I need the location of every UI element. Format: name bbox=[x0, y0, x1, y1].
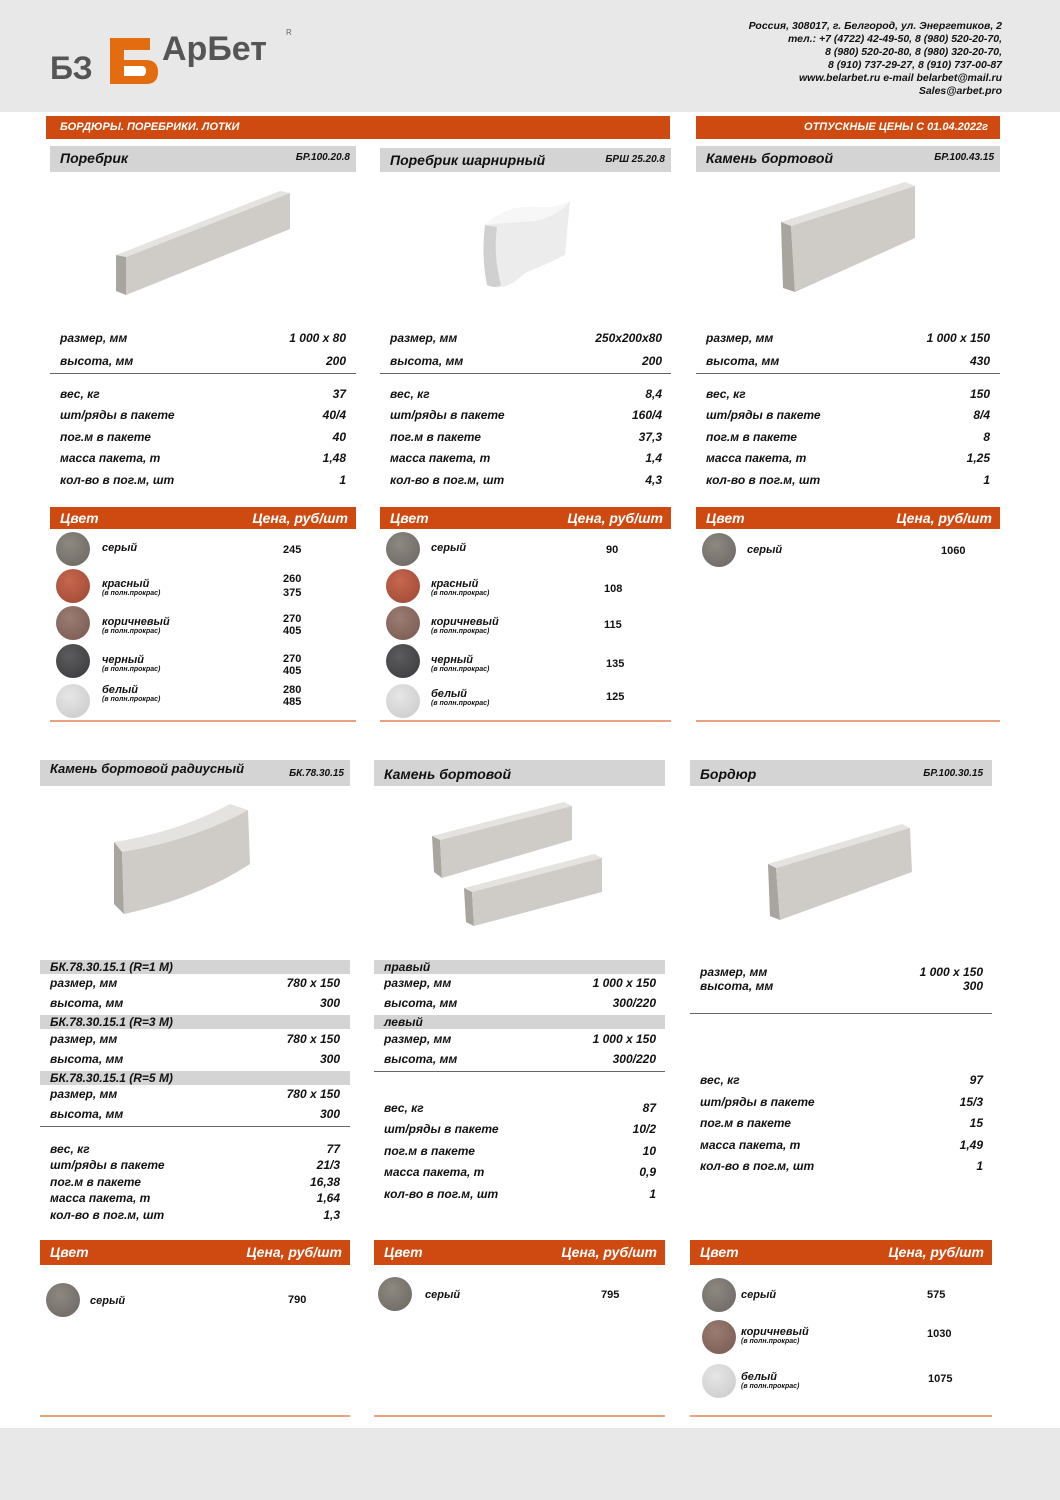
spec-value: 1,25 bbox=[966, 451, 990, 465]
price-header-color: Цвет bbox=[706, 510, 745, 526]
spec-value: 97 bbox=[969, 1073, 983, 1087]
price-value: 1030 bbox=[927, 1328, 952, 1340]
spec-row bbox=[706, 451, 990, 467]
spec-label: масса пакета, т bbox=[60, 451, 161, 465]
spec-label: вес, кг bbox=[700, 1073, 740, 1087]
divider bbox=[50, 373, 356, 374]
spec-value: 200 bbox=[641, 354, 662, 368]
logo-name: АрБет bbox=[162, 30, 267, 68]
color-swatch-white bbox=[702, 1364, 736, 1398]
spec-value: 1 bbox=[983, 473, 990, 487]
color-swatch-brown bbox=[702, 1320, 736, 1354]
spec-label: кол-во в пог.м, шт bbox=[384, 1187, 499, 1201]
prices-date: ОТПУСКНЫЕ ЦЕНЫ С 01.04.2022г bbox=[804, 121, 988, 133]
product-code: БК.78.30.15 bbox=[289, 768, 344, 779]
spec-row bbox=[384, 976, 656, 992]
price-value: 280 bbox=[283, 684, 302, 696]
price-table-header bbox=[374, 1240, 665, 1265]
spec-row bbox=[60, 430, 346, 446]
spec-label: высота, мм bbox=[50, 996, 124, 1010]
price-table-header bbox=[50, 507, 356, 529]
spec-value: 200 bbox=[325, 354, 346, 368]
logo-registered: R bbox=[286, 28, 292, 37]
color-swatch-black bbox=[56, 644, 90, 678]
color-swatch-grey bbox=[46, 1283, 80, 1317]
product-name: Поребрик шарнирный bbox=[390, 152, 546, 168]
product-code: БР.100.30.15 bbox=[923, 768, 983, 779]
color-swatch-black bbox=[386, 644, 420, 678]
color-name: белый (в полн.прокрас) bbox=[102, 684, 161, 703]
price-header-price: Цена, руб/шт bbox=[246, 1244, 342, 1260]
category-title: БОРДЮРЫ. ПОРЕБРИКИ. ЛОТКИ bbox=[60, 121, 240, 133]
spec-row bbox=[706, 408, 990, 424]
spec-label: вес, кг bbox=[706, 387, 746, 401]
spec-label: размер, мм bbox=[390, 331, 458, 345]
spec-label: высота, мм bbox=[50, 1107, 124, 1121]
color-name: черный (в полн.прокрас) bbox=[102, 654, 161, 673]
color-swatch-grey bbox=[702, 533, 736, 567]
section-bottom-line bbox=[380, 720, 671, 722]
product-name: Камень бортовой bbox=[706, 150, 833, 166]
product-image-radius-curb bbox=[108, 800, 258, 920]
price-header-price: Цена, руб/шт bbox=[896, 510, 992, 526]
price-header-price: Цена, руб/шт bbox=[252, 510, 348, 526]
price-value: 270 bbox=[283, 653, 302, 665]
spec-label: пог.м в пакете bbox=[390, 430, 481, 444]
price-header-color: Цвет bbox=[50, 1244, 89, 1260]
contact-address: Россия, 308017, г. Белгород, ул. Энергетиков, 2 bbox=[748, 20, 1002, 32]
spec-value: 780 х 150 bbox=[286, 1087, 340, 1101]
spec-value: 1 bbox=[339, 473, 346, 487]
color-name: серый bbox=[102, 542, 138, 554]
color-swatch-grey bbox=[56, 532, 90, 566]
spec-label: масса пакета, т bbox=[706, 451, 807, 465]
product-title-bar bbox=[380, 148, 671, 172]
price-header-color: Цвет bbox=[700, 1244, 739, 1260]
product-title-bar bbox=[696, 146, 1000, 172]
spec-row bbox=[390, 387, 662, 403]
category-banner bbox=[46, 116, 670, 139]
spec-row bbox=[706, 387, 990, 403]
product-title-bar bbox=[50, 146, 356, 172]
product-image-border bbox=[762, 820, 917, 925]
spec-label: размер, мм bbox=[706, 331, 774, 345]
color-name: белый (в полн.прокрас) bbox=[431, 688, 490, 707]
price-value: 1075 bbox=[928, 1373, 953, 1385]
spec-label: кол-во в пог.м, шт bbox=[60, 473, 175, 487]
spec-label: шт/ряды в пакете bbox=[50, 1158, 165, 1172]
price-header-price: Цена, руб/шт bbox=[561, 1244, 657, 1260]
spec-label: размер, мм bbox=[700, 965, 768, 979]
spec-value: 1 000 х 150 bbox=[919, 965, 983, 979]
product-title-bar bbox=[40, 760, 350, 786]
spec-value: 300 bbox=[319, 1107, 340, 1121]
contact-phone-1: тел.: +7 (4722) 42-49-50, 8 (980) 520-20-70, bbox=[787, 33, 1002, 45]
spec-value: 0,9 bbox=[639, 1165, 656, 1179]
divider bbox=[374, 1071, 665, 1072]
spec-row bbox=[60, 473, 346, 489]
spec-row bbox=[700, 1095, 983, 1111]
color-swatch-red bbox=[56, 569, 90, 603]
spec-row bbox=[384, 1122, 656, 1138]
spec-row bbox=[706, 331, 990, 347]
spec-value: 250х200х80 bbox=[595, 331, 662, 345]
spec-row bbox=[384, 996, 656, 1012]
divider bbox=[40, 1126, 350, 1127]
color-swatch-white bbox=[56, 684, 90, 718]
spec-value: 300 bbox=[319, 1052, 340, 1066]
product-name: Поребрик bbox=[60, 150, 128, 166]
divider bbox=[380, 373, 671, 374]
spec-value: 1,4 bbox=[645, 451, 662, 465]
spec-label: кол-во в пог.м, шт bbox=[50, 1208, 165, 1222]
spec-label: шт/ряды в пакете bbox=[700, 1095, 815, 1109]
spec-value: 77 bbox=[326, 1142, 340, 1156]
spec-row bbox=[50, 1032, 340, 1048]
page-header bbox=[0, 0, 1060, 112]
spec-row bbox=[706, 473, 990, 489]
color-name: коричневый (в полн.прокрас) bbox=[741, 1326, 809, 1345]
price-table-header bbox=[380, 507, 671, 529]
price-value-full-color: 375 bbox=[283, 587, 302, 599]
color-name: серый bbox=[741, 1289, 777, 1301]
spec-label: пог.м в пакете bbox=[60, 430, 151, 444]
spec-row bbox=[700, 1138, 983, 1154]
prices-date-banner bbox=[696, 116, 1000, 139]
spec-value: 10 bbox=[642, 1144, 656, 1158]
price-value: 260 bbox=[283, 573, 302, 585]
spec-row bbox=[50, 1052, 340, 1068]
spec-row bbox=[50, 996, 340, 1012]
spec-value: 160/4 bbox=[631, 408, 662, 422]
spec-label: высота, мм bbox=[50, 1052, 124, 1066]
spec-value: 300 bbox=[962, 979, 983, 993]
price-value: 270 bbox=[283, 613, 302, 625]
company-logo bbox=[50, 26, 290, 88]
contact-web-email: www.belarbet.ru e-mail belarbet@mail.ru bbox=[799, 72, 1002, 84]
divider bbox=[696, 373, 1000, 374]
spec-label: пог.м в пакете bbox=[50, 1175, 141, 1189]
spec-value: 1,48 bbox=[322, 451, 346, 465]
price-value: 115 bbox=[604, 619, 622, 631]
color-swatch-red bbox=[386, 569, 420, 603]
product-image-hinged-curb bbox=[475, 185, 585, 300]
spec-value: 40/4 bbox=[322, 408, 346, 422]
spec-label: вес, кг bbox=[384, 1101, 424, 1115]
color-name: красный (в полн.прокрас) bbox=[431, 578, 490, 597]
spec-label: масса пакета, т bbox=[390, 451, 491, 465]
spec-label: шт/ряды в пакете bbox=[706, 408, 821, 422]
spec-row bbox=[50, 976, 340, 992]
price-header-color: Цвет bbox=[60, 510, 99, 526]
section-bottom-line bbox=[374, 1415, 665, 1417]
spec-row bbox=[390, 331, 662, 347]
spec-row bbox=[50, 1087, 340, 1103]
price-value: 135 bbox=[606, 658, 625, 670]
spec-value: 1 bbox=[976, 1159, 983, 1173]
spec-row bbox=[390, 354, 662, 370]
spec-label: масса пакета, т bbox=[50, 1191, 151, 1205]
price-header-color: Цвет bbox=[390, 510, 429, 526]
product-code: БР.100.43.15 bbox=[934, 152, 994, 163]
spec-row bbox=[50, 1142, 340, 1158]
product-image-porebrik bbox=[110, 185, 300, 300]
spec-label: кол-во в пог.м, шт bbox=[706, 473, 821, 487]
product-code: БР.100.20.8 bbox=[295, 152, 350, 163]
spec-label: высота, мм bbox=[706, 354, 780, 368]
spec-label: размер, мм bbox=[50, 976, 118, 990]
spec-value: 430 bbox=[969, 354, 990, 368]
price-value: 90 bbox=[606, 544, 619, 556]
color-swatch-white bbox=[386, 684, 420, 718]
spec-label: размер, мм bbox=[60, 331, 128, 345]
spec-row bbox=[384, 1144, 656, 1160]
spec-label: высота, мм bbox=[700, 979, 774, 993]
variant-label: правый bbox=[374, 960, 665, 974]
spec-value: 780 х 150 bbox=[286, 1032, 340, 1046]
spec-row bbox=[60, 354, 346, 370]
color-name: белый (в полн.прокрас) bbox=[741, 1371, 800, 1390]
section-bottom-line bbox=[50, 720, 356, 722]
color-name: черный (в полн.прокрас) bbox=[431, 654, 490, 673]
price-value-full-color: 485 bbox=[283, 696, 302, 708]
spec-row bbox=[390, 451, 662, 467]
spec-row bbox=[706, 430, 990, 446]
color-swatch-grey bbox=[378, 1277, 412, 1311]
section-bottom-line bbox=[690, 1415, 992, 1417]
spec-value: 8,4 bbox=[645, 387, 662, 401]
spec-value: 87 bbox=[642, 1101, 656, 1115]
spec-value: 10/2 bbox=[632, 1122, 656, 1136]
spec-label: пог.м в пакете bbox=[706, 430, 797, 444]
spec-value: 15 bbox=[969, 1116, 983, 1130]
spec-value: 1,49 bbox=[959, 1138, 983, 1152]
spec-label: высота, мм bbox=[384, 1052, 458, 1066]
spec-label: вес, кг bbox=[390, 387, 430, 401]
product-title-bar bbox=[374, 760, 665, 786]
price-header-price: Цена, руб/шт bbox=[888, 1244, 984, 1260]
color-swatch-grey bbox=[386, 532, 420, 566]
spec-row bbox=[50, 1158, 340, 1174]
contact-info bbox=[749, 20, 1002, 98]
product-name: Бордюр bbox=[700, 766, 757, 782]
spec-label: вес, кг bbox=[50, 1142, 90, 1156]
spec-value: 1 bbox=[649, 1187, 656, 1201]
color-name: серый bbox=[425, 1289, 461, 1301]
color-name: коричневый (в полн.прокрас) bbox=[431, 616, 499, 635]
spec-value: 1 000 х 150 bbox=[926, 331, 990, 345]
spec-row bbox=[384, 1101, 656, 1117]
spec-label: шт/ряды в пакете bbox=[390, 408, 505, 422]
spec-label: высота, мм bbox=[60, 354, 134, 368]
spec-label: высота, мм bbox=[384, 996, 458, 1010]
spec-row bbox=[50, 1175, 340, 1191]
spec-row bbox=[60, 387, 346, 403]
spec-label: размер, мм bbox=[384, 976, 452, 990]
spec-row bbox=[384, 1187, 656, 1203]
spec-row bbox=[706, 354, 990, 370]
spec-value: 300/220 bbox=[612, 996, 656, 1010]
spec-row bbox=[700, 1159, 983, 1175]
spec-value: 1,64 bbox=[316, 1191, 340, 1205]
spec-label: кол-во в пог.м, шт bbox=[700, 1159, 815, 1173]
product-name: Камень бортовой радиусный bbox=[50, 761, 245, 776]
spec-label: шт/ряды в пакете bbox=[384, 1122, 499, 1136]
spec-row bbox=[50, 1208, 340, 1224]
product-image-curb-stone bbox=[775, 178, 925, 298]
price-table-header bbox=[696, 507, 1000, 529]
spec-value: 300 bbox=[319, 996, 340, 1010]
spec-row bbox=[700, 1073, 983, 1089]
spec-label: шт/ряды в пакете bbox=[60, 408, 175, 422]
spec-value: 1 000 х 150 bbox=[592, 1032, 656, 1046]
variant-label: БК.78.30.15.1 (R=1 М) bbox=[40, 960, 350, 974]
spec-value: 21/3 bbox=[316, 1158, 340, 1172]
spec-row bbox=[60, 451, 346, 467]
section-bottom-line bbox=[40, 1415, 350, 1417]
spec-label: пог.м в пакете bbox=[384, 1144, 475, 1158]
spec-value: 1 000 х 150 bbox=[592, 976, 656, 990]
price-value: 795 bbox=[601, 1289, 620, 1301]
spec-value: 1,3 bbox=[323, 1208, 340, 1222]
product-title-bar bbox=[690, 760, 992, 786]
spec-label: размер, мм bbox=[50, 1032, 118, 1046]
price-value: 790 bbox=[288, 1294, 307, 1306]
spec-row bbox=[60, 408, 346, 424]
price-header-color: Цвет bbox=[384, 1244, 423, 1260]
divider bbox=[690, 1013, 992, 1014]
spec-row bbox=[384, 1052, 656, 1068]
spec-label: масса пакета, т bbox=[384, 1165, 485, 1179]
price-table-header bbox=[690, 1240, 992, 1265]
spec-value: 15/3 bbox=[959, 1095, 983, 1109]
color-name: серый bbox=[431, 542, 467, 554]
spec-label: высота, мм bbox=[390, 354, 464, 368]
color-swatch-brown bbox=[386, 606, 420, 640]
spec-value: 16,38 bbox=[309, 1175, 340, 1189]
spec-value: 300/220 bbox=[612, 1052, 656, 1066]
spec-value: 780 х 150 bbox=[286, 976, 340, 990]
price-value-full-color: 405 bbox=[283, 665, 302, 677]
page-footer bbox=[0, 1428, 1060, 1500]
spec-row bbox=[60, 331, 346, 347]
spec-value: 4,3 bbox=[645, 473, 662, 487]
spec-label: размер, мм bbox=[50, 1087, 118, 1101]
price-table-header bbox=[40, 1240, 350, 1265]
price-value: 125 bbox=[606, 691, 625, 703]
spec-value: 37,3 bbox=[638, 430, 662, 444]
spec-row bbox=[384, 1032, 656, 1048]
price-header-price: Цена, руб/шт bbox=[567, 510, 663, 526]
spec-label: масса пакета, т bbox=[700, 1138, 801, 1152]
product-name: Камень бортовой bbox=[384, 766, 511, 782]
color-name: красный (в полн.прокрас) bbox=[102, 578, 161, 597]
variant-label: БК.78.30.15.1 (R=3 М) bbox=[40, 1015, 350, 1029]
product-code: БРШ 25.20.8 bbox=[605, 154, 665, 165]
color-swatch-brown bbox=[56, 606, 90, 640]
contact-sales-email: Sales@arbet.pro bbox=[918, 85, 1002, 97]
contact-phone-2: 8 (980) 520-20-80, 8 (980) 320-20-70, bbox=[825, 46, 1002, 58]
spec-value: 37 bbox=[332, 387, 346, 401]
price-value: 108 bbox=[604, 583, 623, 595]
logo-bz: БЗ bbox=[50, 50, 93, 86]
section-bottom-line bbox=[696, 720, 1000, 722]
spec-label: кол-во в пог.м, шт bbox=[390, 473, 505, 487]
spec-label: вес, кг bbox=[60, 387, 100, 401]
spec-row bbox=[390, 408, 662, 424]
color-swatch-grey bbox=[702, 1278, 736, 1312]
product-image-curb-stone-pair bbox=[428, 800, 608, 930]
spec-row bbox=[384, 1165, 656, 1181]
color-name: коричневый (в полн.прокрас) bbox=[102, 616, 170, 635]
spec-row bbox=[700, 1116, 983, 1132]
color-name: серый bbox=[90, 1295, 126, 1307]
price-value: 245 bbox=[283, 544, 302, 556]
spec-value: 40 bbox=[332, 430, 346, 444]
price-value: 575 bbox=[927, 1289, 946, 1301]
logo-mark-icon bbox=[102, 30, 160, 86]
spec-value: 1 000 х 80 bbox=[289, 331, 346, 345]
spec-row bbox=[390, 473, 662, 489]
spec-value: 8/4 bbox=[973, 408, 990, 422]
spec-row bbox=[50, 1191, 340, 1207]
color-name: серый bbox=[747, 544, 783, 556]
spec-row bbox=[390, 430, 662, 446]
spec-value: 150 bbox=[969, 387, 990, 401]
spec-row bbox=[50, 1107, 340, 1123]
price-value-full-color: 405 bbox=[283, 625, 302, 637]
spec-row bbox=[700, 979, 983, 995]
variant-label: БК.78.30.15.1 (R=5 М) bbox=[40, 1071, 350, 1085]
price-value: 1060 bbox=[941, 545, 966, 557]
contact-phone-3: 8 (910) 737-29-27, 8 (910) 737-00-87 bbox=[828, 59, 1002, 71]
spec-label: размер, мм bbox=[384, 1032, 452, 1046]
variant-label: левый bbox=[374, 1015, 665, 1029]
spec-value: 8 bbox=[983, 430, 990, 444]
spec-label: пог.м в пакете bbox=[700, 1116, 791, 1130]
